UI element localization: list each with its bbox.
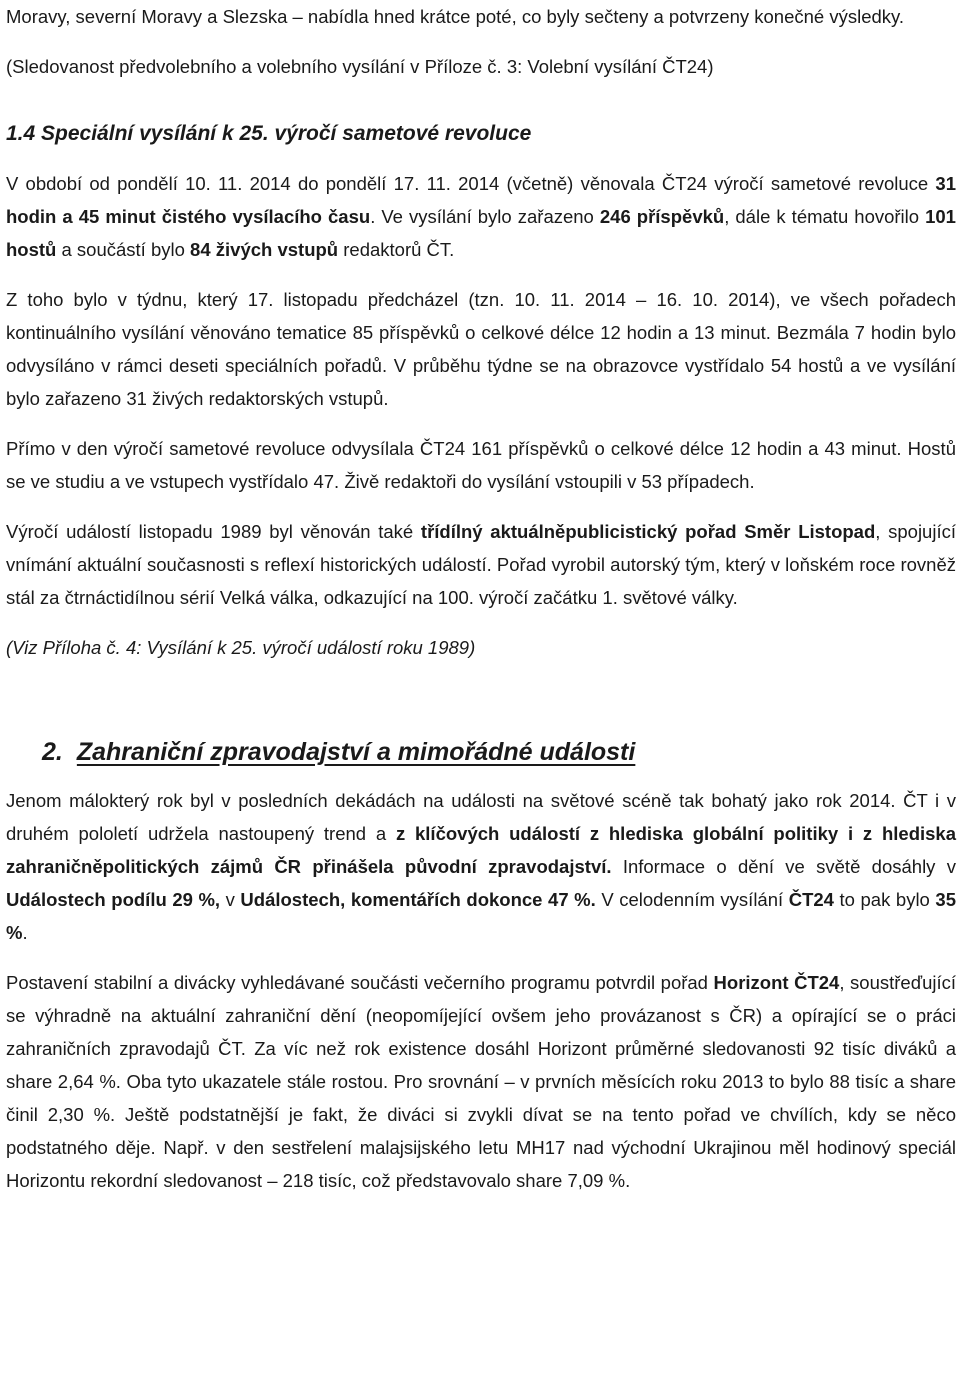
document-page bbox=[6, 0, 956, 1197]
paragraph-2-horizont: Postavení stabilní a divácky vyhledávané součásti večerního programu potvrdil pořad Horizont ČT24, soustřeďující se výhradně na aktuální zahraniční dění (neopomíjející ovšem jeho provázanost s ČR) a opírající se o práci zahraničních zpravodajů ČT. Za víc než rok existence dosáhl Horizont průměrné sledovanosti 92 tisíc diváků a share 2,64 %. Oba tyto ukazatele stále rostou. Pro srovnání – v prvních měsících roku 2013 to bylo 88 tisíc a share činil 2,30 %. Ještě podstatnější je fakt, že diváci si zvykli dívat se na tento pořad ve chvílích, kdy se něco podstatného děje. Např. v den sestřelení malajsijského letu MH17 nad východní Ukrajinou měl hodinový speciál Horizontu rekordní sledovanost – 218 tisíc, což představovalo share 7,09 %. bbox=[6, 972, 957, 1191]
section-title: Zahraniční zpravodajství a mimořádné události bbox=[76, 738, 636, 766]
section-heading-2 bbox=[6, 732, 956, 772]
paragraph-1-4-week: Z toho bylo v týdnu, který 17. listopadu předcházel (tzn. 10. 11. 2014 – 16. 10. 2014), ve všech pořadech kontinuálního vysílání věnováno tematice 85 příspěvků o celkové délce 12 hodin a 13 minut. Bezmála 7 hodin bylo odvysíláno v rámci deseti speciálních pořadů. V průběhu týdne se na obrazovce vystřídalo 54 hostů a ve vysílání bylo zařazeno 31 živých redaktorských vstupů. bbox=[6, 289, 956, 409]
section-number: 2. bbox=[42, 738, 63, 766]
reference-note-volebni: (Sledovanost předvolebního a volebního vysílání v Příloze č. 3: Volební vysílání ČT24) bbox=[6, 56, 714, 77]
paragraph-1-4-smer-listopad: Výročí událostí listopadu 1989 byl věnován také třídílný aktuálněpublicistický pořad Směr Listopad, spojující vnímání aktuální současnosti s reflexí historických událostí. Pořad vyrobil autorský tým, který v loňském roce rovněž stál za čtrnáctidílnou sérií Velká válka, odkazující na 100. výročí začátku 1. světové války. bbox=[6, 521, 956, 608]
paragraph-1-4-intro: V období od pondělí 10. 11. 2014 do pondělí 17. 11. 2014 (včetně) věnovala ČT24 výročí sametové revoluce 31 hodin a 45 minut čistého vysílacího času. Ve vysílání bylo zařazeno 246 příspěvků, dále k tématu hovořilo 101 hostů a součástí bylo 84 živých vstupů redaktorů ČT. bbox=[6, 173, 956, 260]
paragraph-continuation: Moravy, severní Moravy a Slezska – nabídla hned krátce poté, co byly sečteny a potvrzeny konečné výsledky. bbox=[6, 6, 905, 27]
reference-note-priloha-4: (Viz Příloha č. 4: Vysílání k 25. výročí událostí roku 1989) bbox=[6, 637, 476, 658]
section-heading-1-4: 1.4 Speciální vysílání k 25. výročí sametové revoluce bbox=[6, 122, 532, 145]
paragraph-2-intro: Jenom málokterý rok byl v posledních dekádách na události na světové scéně tak bohatý jako rok 2014. ČT i v druhém pololetí udržela nastoupený trend a z klíčových událostí z hlediska globální politiky i z hlediska zahraničněpolitických zájmů ČR přinášela původní zpravodajství. Informace o dění ve světě dosáhly v Událostech podílu 29 %, v Událostech, komentářích dokonce 47 %. V celodenním vysílání ČT24 to pak bylo 35 %. bbox=[6, 790, 956, 943]
paragraph-1-4-anniversary-day: Přímo v den výročí sametové revoluce odvysílala ČT24 161 příspěvků o celkové délce 12 hodin a 43 minut. Hostů se ve studiu a ve vstupech vystřídalo 47. Živě redaktoři do vysílání vstoupili v 53 případech. bbox=[6, 438, 956, 492]
